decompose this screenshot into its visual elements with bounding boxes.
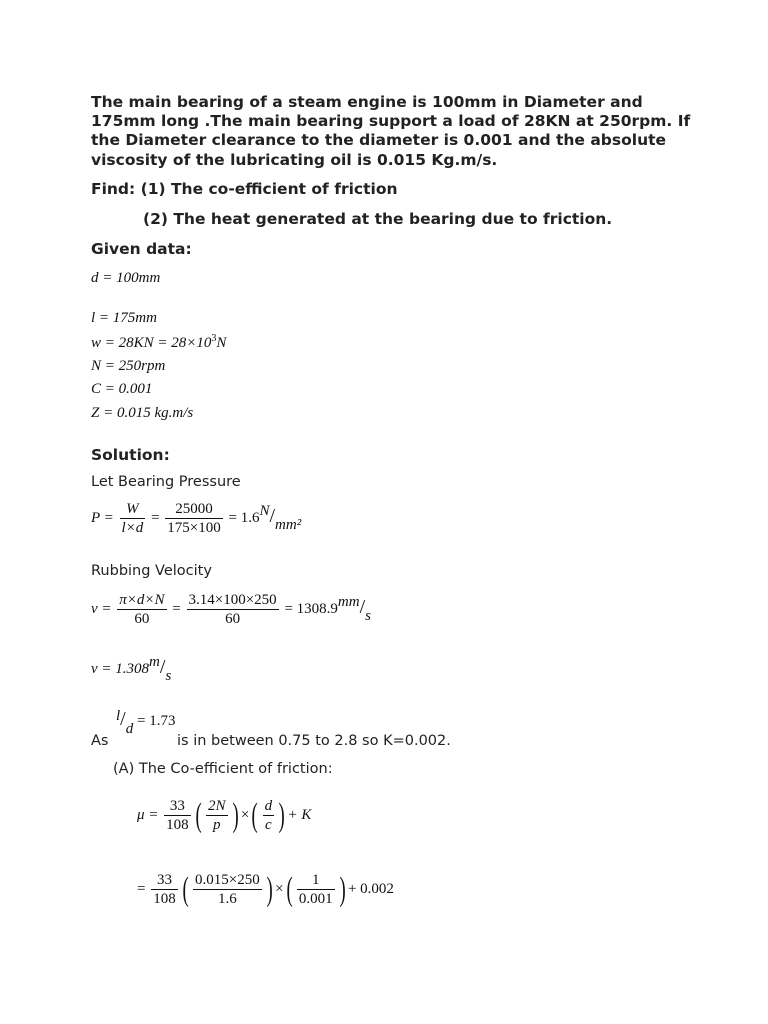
given-w: $w = 28KN = 28\times 10^3N$ xyxy=(91,333,227,351)
solution-heading: Solution: xyxy=(91,446,170,464)
pressure-frac-1: $\frac{W}{l\times d}$ xyxy=(121,501,144,536)
mu-equation: μ = $\frac{33}{108}$ ( $\frac{2N}{p}$ ) ×( $\frac{d}{c}$ ) + K xyxy=(137,796,312,834)
as-word: As xyxy=(91,733,109,749)
given-l: l = 175mm xyxy=(91,310,157,326)
find-line-1: Find: (1) The co-efficient of friction xyxy=(91,180,398,198)
velocity-equation: v = $\frac{\pi\times d\times N}{60}$ = $\frac{3.14\times 100\times 250}{60}$ = 1308.9mm/s xyxy=(91,592,371,627)
as-condition: is in between 0.75 to 2.8 so K=0.002. xyxy=(177,733,451,749)
pressure-equation: P = $\frac{W}{l\times d}$ = $\frac{25000}{175\times 100}$ = 1.6N/mm² xyxy=(91,501,302,536)
part-a-heading: (A) The Co-efficient of friction: xyxy=(113,761,333,777)
mu-const-frac: $\frac{33}{108}$ xyxy=(166,798,189,833)
eq2-frac-1: $\frac{0.015\times 250}{1.6}$ xyxy=(195,872,260,907)
pressure-frac-2: $\frac{25000}{175\times 100}$ xyxy=(167,501,221,536)
problem-line-3: the Diameter clearance to the diameter is 0.001 and the absolute xyxy=(91,131,667,149)
eq2-frac-2: $\frac{1}{0.001}$ xyxy=(298,872,333,907)
velocity-frac-1: $\frac{\pi\times d\times N}{60}$ xyxy=(119,592,165,627)
problem-line-2: 175mm long .The main bearing support a load of 28KN at 250rpm. If xyxy=(91,112,691,130)
velocity-label: Rubbing Velocity xyxy=(91,563,212,579)
eq2-const-frac: $\frac{33}{108}$ xyxy=(153,872,176,907)
pressure-label: Let Bearing Pressure xyxy=(91,474,241,490)
given-d: d = 100mm xyxy=(91,270,161,286)
given-c: C = 0.001 xyxy=(91,381,153,397)
mu-frac-2: $\frac{d}{c}$ xyxy=(264,798,273,833)
given-n: N = 250rpm xyxy=(91,358,166,374)
find-line-2: (2) The heat generated at the bearing due to friction. xyxy=(143,210,613,228)
velocity-frac-2: $\frac{3.14\times 100\times 250}{60}$ xyxy=(188,592,277,627)
velocity-result: v = 1.308m/s xyxy=(91,654,172,684)
problem-line-1: The main bearing of a steam engine is 100mm in Diameter and xyxy=(91,93,643,111)
problem-line-4: viscosity of the lubricating oil is 0.015 Kg.m/s. xyxy=(91,151,498,169)
ld-ratio: l/d = 1.73 xyxy=(116,708,176,737)
given-heading: Given data: xyxy=(91,240,192,258)
mu-frac-1: $\frac{2N}{p}$ xyxy=(207,798,226,833)
mu-substituted-equation: = $\frac{33}{108}$ ( $\frac{0.015\times 250}{1.6}$ ) ×( $\frac{1}{0.001}$ ) + 0.002 xyxy=(137,870,394,908)
given-z: Z = 0.015 kg.m/s xyxy=(91,405,194,421)
